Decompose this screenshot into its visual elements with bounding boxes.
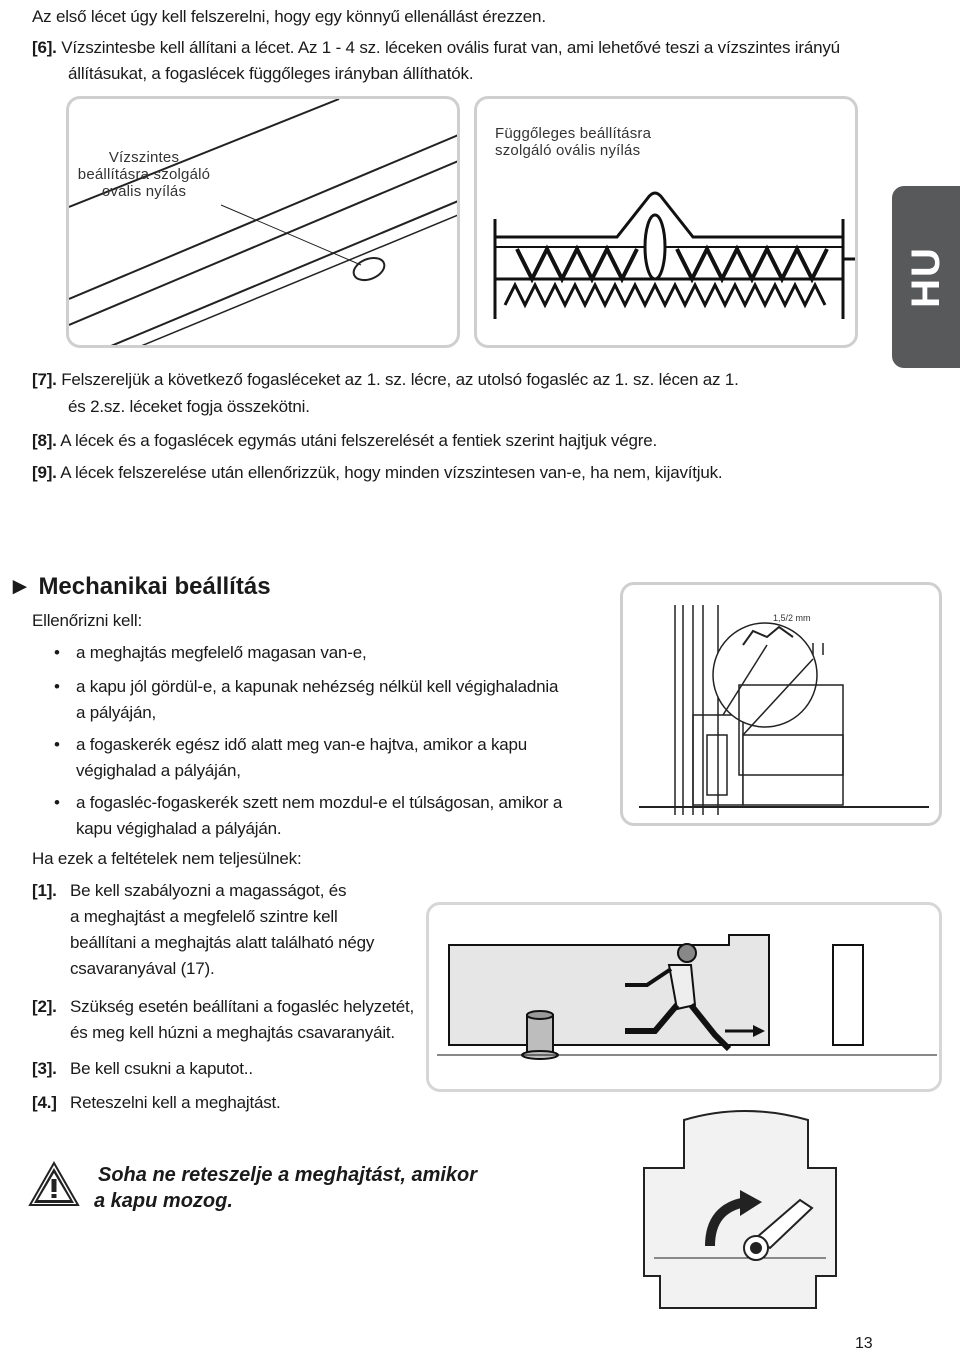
- caption-line: Vízszintes: [108, 149, 180, 166]
- fix-number: [2].: [32, 997, 57, 1016]
- horizontal-slot-figure: [66, 96, 460, 348]
- fix-number: [3].: [32, 1059, 57, 1078]
- section-title: Mechanikai beállítás: [38, 573, 271, 600]
- fix-text: a meghajtást a megfelelő szintre kell: [70, 907, 338, 926]
- left-caption: [73, 149, 215, 200]
- step-number: [6].: [32, 38, 57, 57]
- caption-line: beállításra szolgáló: [77, 166, 211, 183]
- list-item: • a fogasléc-fogaskerék szett nem mozdul-e el túlságosan, amikor a kapu végighalad a pályáján.: [54, 793, 563, 838]
- step-8: [32, 428, 657, 454]
- caption-line: szolgáló ovális nyílás: [495, 142, 641, 159]
- language-tab-label: HU: [904, 246, 948, 308]
- rail-illustration: [69, 99, 460, 348]
- step-7: [32, 367, 852, 393]
- step-6-cont: állításukat, a fogaslécek függőleges irányban állíthatók.: [68, 64, 474, 83]
- item-text: a pályáján,: [76, 703, 157, 722]
- fix-number: [4.]: [32, 1093, 57, 1112]
- step-text: Felszereljük a következő fogasléceket az 1. sz. lécre, az utolsó fogasléc az 1. sz. lécen az 1.: [61, 370, 739, 389]
- fix-1: [32, 878, 374, 982]
- item-text: a fogaskerék egész idő alatt meg van-e hajtva, amikor a kapu: [76, 735, 528, 754]
- step-6: [32, 35, 872, 61]
- list-item: • a fogaskerék egész idő alatt meg van-e hajtva, amikor a kapu végighalad a pályáján,: [54, 735, 528, 780]
- check-list: [32, 640, 622, 842]
- fix-text: és meg kell húzni a meghajtás csavaranyáit.: [70, 1023, 395, 1042]
- fix-3: [32, 1056, 253, 1082]
- list-item: • a meghajtás megfelelő magasan van-e,: [54, 643, 367, 662]
- check-label: Ellenőrizni kell:: [32, 611, 142, 630]
- gate-push-figure: [426, 902, 942, 1092]
- step-text: A lécek felszerelése után ellenőrizzük, hogy minden vízszintesen van-e, ha nem, kijavítjuk.: [60, 463, 723, 482]
- warning-text: [94, 1162, 477, 1214]
- rack-illustration: [477, 99, 858, 348]
- caption-line: Függőleges beállításra: [495, 125, 652, 142]
- fix-text: csavaranyával (17).: [70, 959, 215, 978]
- motor-release-figure: [640, 1098, 850, 1320]
- warning-line: a kapu mozog.: [94, 1190, 233, 1212]
- step-text: A lécek és a fogaslécek egymás utáni felszerelését a fentiek szerint hajtjuk végre.: [60, 431, 657, 450]
- fix-text: beállítani a meghajtás alatt található négy: [70, 933, 375, 952]
- step-number: [7].: [32, 370, 57, 389]
- step-7-cont: és 2.sz. léceket fogja összekötni.: [68, 397, 310, 416]
- item-text: a kapu jól gördül-e, a kapunak nehézség nélkül kell végighaladnia: [76, 677, 559, 696]
- fix-text: Be kell szabályozni a magasságot, és: [70, 881, 347, 900]
- fix-text: Reteszelni kell a meghajtást.: [70, 1093, 281, 1112]
- gear-rack-illustration: [623, 585, 942, 826]
- section-heading: [8, 572, 271, 602]
- warning-triangle-icon: [28, 1160, 80, 1208]
- fix-text: Be kell csukni a kaputot..: [70, 1059, 253, 1078]
- fix-number: [1].: [32, 881, 57, 900]
- item-text: végighalad a pályáján,: [76, 761, 241, 780]
- warning-line: Soha ne reteszelje a meghajtást, amikor: [98, 1164, 478, 1186]
- condition-label: Ha ezek a feltételek nem teljesülnek:: [32, 849, 302, 868]
- fix-2: [32, 994, 414, 1046]
- step-number: [9].: [32, 463, 57, 482]
- step-9: [32, 460, 722, 486]
- page-number: 13: [855, 1335, 873, 1352]
- motor-illustration: [640, 1098, 850, 1320]
- list-item: • a kapu jól gördül-e, a kapunak nehézség nélkül kell végighaladnia a pályáján,: [54, 677, 559, 722]
- fix-text: Szükség esetén beállítani a fogasléc helyzetét,: [70, 997, 415, 1016]
- item-text: a meghajtás megfelelő magasan van-e,: [76, 643, 367, 662]
- gate-illustration: [429, 905, 942, 1092]
- gap-label: 1,5/2 mm: [773, 613, 811, 623]
- language-tab: [892, 186, 960, 368]
- item-text: kapu végighalad a pályáján.: [76, 819, 282, 838]
- step-text: Vízszintesbe kell állítani a lécet. Az 1 - 4 sz. léceken ovális furat van, ami lehetővé teszi a vízszintes irányú: [61, 38, 840, 57]
- vertical-slot-figure: [474, 96, 858, 348]
- intro-line: Az első lécet úgy kell felszerelni, hogy egy könnyű ellenállást érezzen.: [32, 7, 546, 26]
- item-text: a fogasléc-fogaskerék szett nem mozdul-e el túlságosan, amikor a: [76, 793, 563, 812]
- gear-gap-figure: [620, 582, 942, 826]
- triangle-marker-icon: ►: [8, 573, 32, 600]
- step-number: [8].: [32, 431, 57, 450]
- caption-line: ovális nyílás: [101, 183, 187, 200]
- fix-4: [32, 1090, 281, 1116]
